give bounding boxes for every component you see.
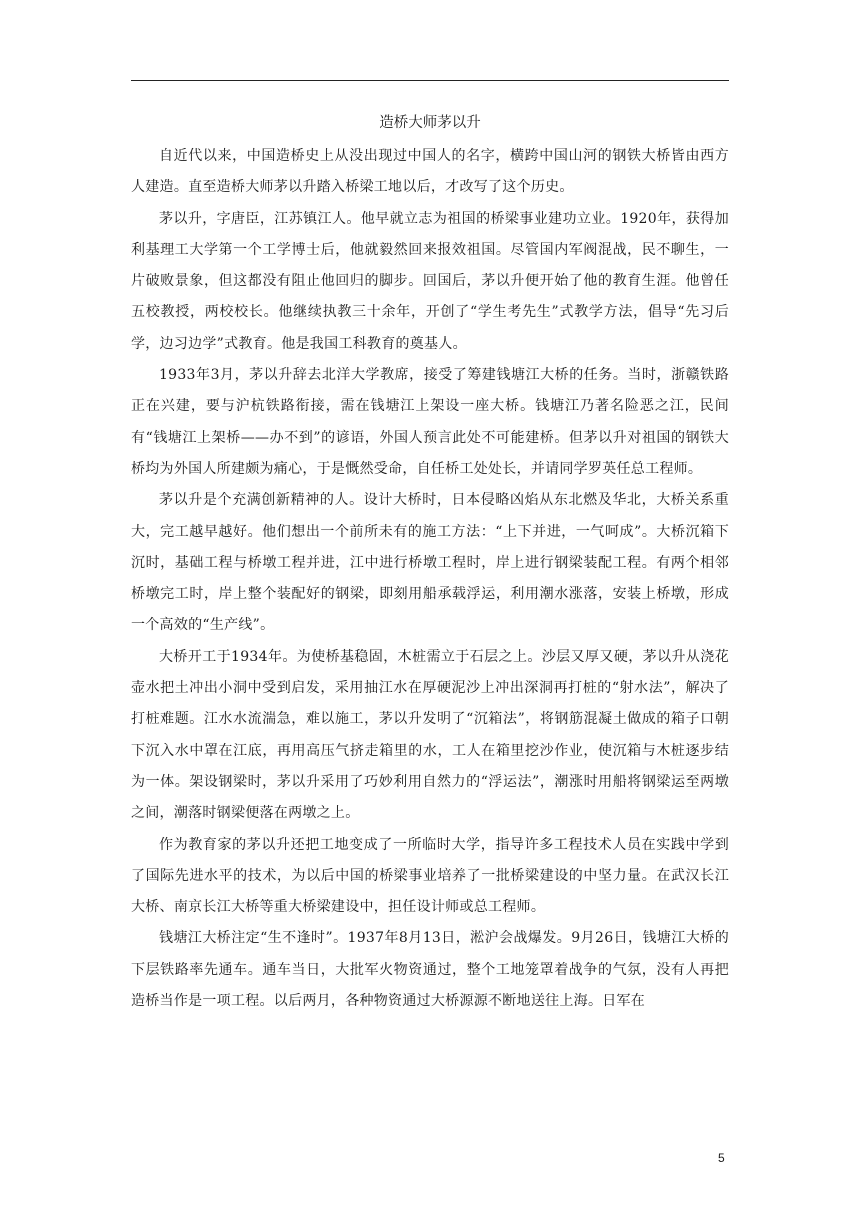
article-title: 造桥大师茅以升 — [379, 115, 481, 131]
paragraph-1: 自近代以来，中国造桥史上从没出现过中国人的名字，横跨中国山河的钢铁大桥皆由西方人建造。直至造桥大师茅以升踏入桥梁工地以后，才改写了这个历史。 — [131, 148, 729, 196]
paragraph-2: 茅以升，字唐臣，江苏镇江人。他早就立志为祖国的桥梁事业建功立业。1920年，获得加利基理工大学第一个工学博士后，他就毅然回来报效祖国。尽管国内军阀混战，民不聊生，一片破败景象，但这都没有阻止他回归的脚步。回国后，茅以升便开始了他的教育生涯。他曾任五校教授，两校校长。他继续执教三十余年，开创了“学生考先生”式教学方法，倡导“先习后学，边习边学”式教育。他是我国工科教育的奠基人。 — [131, 210, 729, 352]
paragraph-3: 1933年3月，茅以升辞去北洋大学教席，接受了筹建钱塘江大桥的任务。当时，浙赣铁路正在兴建，要与沪杭铁路衔接，需在钱塘江上架设一座大桥。钱塘江乃著名险恶之江，民间有“钱塘江上架桥——办不到”的谚语，外国人预言此处不可能建桥。但茅以升对祖国的钢铁大桥均为外国人所建颇为痛心，于是慨然受命，自任桥工处处长，并请同学罗英任总工程师。 — [131, 367, 729, 477]
page-number: 5 — [718, 1151, 725, 1165]
article-body — [131, 141, 729, 1017]
paragraph-4: 茅以升是个充满创新精神的人。设计大桥时，日本侵略凶焰从东北燃及华北，大桥关系重大，完工越早越好。他们想出一个前所未有的施工方法：“上下并进，一气呵成”。大桥沉箱下沉时，基础工程与桥墩工程并进，江中进行桥墩工程时，岸上进行钢梁装配工程。有两个相邻桥墩完工时，岸上整个装配好的钢梁，即刻用船承载浮运，利用潮水涨落，安装上桥墩，形成一个高效的“生产线”。 — [131, 492, 729, 634]
header-rule — [131, 80, 729, 81]
paragraph-7: 钱塘江大桥注定“生不逢时”。1937年8月13日，淞沪会战爆发。9月26日，钱塘江大桥的下层铁路率先通车。通车当日，大批军火物资通过，整个工地笼罩着战争的气氛，没有人再把造桥当作是一项工程。以后两月，各种物资通过大桥源源不断地送往上海。日军在 — [131, 930, 729, 1010]
paragraph-5: 大桥开工于1934年。为使桥基稳固，木桩需立于石层之上。沙层又厚又硬，茅以升从浇花壶水把土冲出小洞中受到启发，采用抽江水在厚硬泥沙上冲出深洞再打桩的“射水法”，解决了打桩难题。江水水流湍急，难以施工，茅以升发明了“沉箱法”，将钢筋混凝土做成的箱子口朝下沉入水中罩在江底，再用高压气挤走箱里的水，工人在箱里挖沙作业，使沉箱与木桩逐步结为一体。架设钢梁时，茅以升采用了巧妙利用自然力的“浮运法”，潮涨时用船将钢梁运至两墩之间，潮落时钢梁便落在两墩之上。 — [131, 648, 729, 822]
paragraph-6: 作为教育家的茅以升还把工地变成了一所临时大学，指导许多工程技术人员在实践中学到了国际先进水平的技术，为以后中国的桥梁事业培养了一批桥梁建设的中坚力量。在武汉长江大桥、南京长江大桥等重大桥梁建设中，担任设计师或总工程师。 — [131, 836, 729, 916]
